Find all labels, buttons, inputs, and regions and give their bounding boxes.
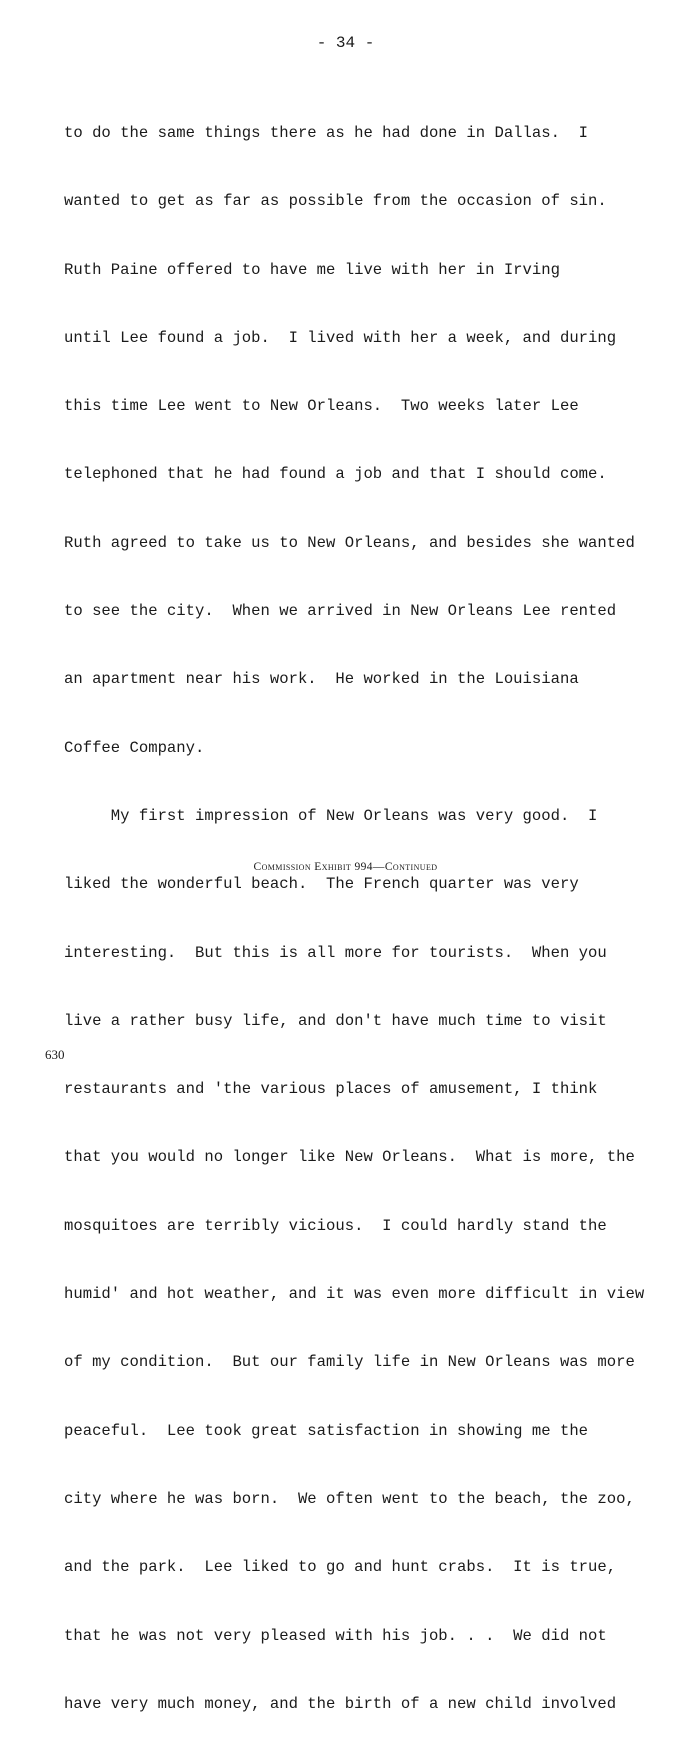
text-line: restaurants and 'the various places of amusement, I think [64, 1080, 598, 1099]
text-line: this time Lee went to New Orleans. Two weeks later Lee [64, 397, 579, 416]
text-line: My first impression of New Orleans was very good. I [64, 806, 598, 825]
text-line: wanted to get as far as possible from the occasion of sin. [64, 192, 607, 211]
text-line: to do the same things there as he had done in Dallas. I [64, 124, 589, 142]
text-line: Ruth agreed to take us to New Orleans, and besides she wanted [64, 533, 635, 552]
text-line: humid' and hot weather, and it was even more difficult in view [64, 1285, 645, 1304]
text-line: interesting. But this is all more for tourists. When you [64, 943, 607, 962]
text-line: that you would no longer like New Orleans. What is more, the [64, 1148, 635, 1167]
text-line: an apartment near his work. He worked in the Louisiana [64, 670, 579, 689]
text-line: city where he was born. We often went to the beach, the zoo, [64, 1489, 635, 1508]
text-line: until Lee found a job. I lived with her a week, and during [64, 328, 617, 347]
text-line: that he was not very pleased with his job. . . We did not [64, 1626, 607, 1645]
exhibit-caption: Commission Exhibit 994—Continued [253, 861, 438, 873]
text-line: Ruth Paine offered to have me live with her in Irving [64, 260, 560, 279]
body-text [64, 81, 684, 1738]
text-line: Coffee Company. [64, 738, 205, 757]
text-line: liked the wonderful beach. The French quarter was very [64, 875, 579, 894]
text-line: live a rather busy life, and don't have much time to visit [64, 1011, 607, 1030]
text-line: peaceful. Lee took great satisfaction in showing me the [64, 1421, 589, 1440]
text-line: of my condition. But our family life in New Orleans was more [64, 1353, 635, 1372]
text-line: to see the city. When we arrived in New Orleans Lee rented [64, 602, 617, 621]
footer-page-number: 630 [45, 1047, 65, 1062]
text-line: have very much money, and the birth of a new child involved [64, 1694, 617, 1713]
text-line: mosquitoes are terribly vicious. I could hardly stand the [64, 1216, 607, 1235]
page-number-header: - 34 - [316, 34, 375, 52]
text-line: telephoned that he had found a job and that I should come. [64, 465, 607, 484]
text-line: and the park. Lee liked to go and hunt crabs. It is true, [64, 1558, 617, 1577]
